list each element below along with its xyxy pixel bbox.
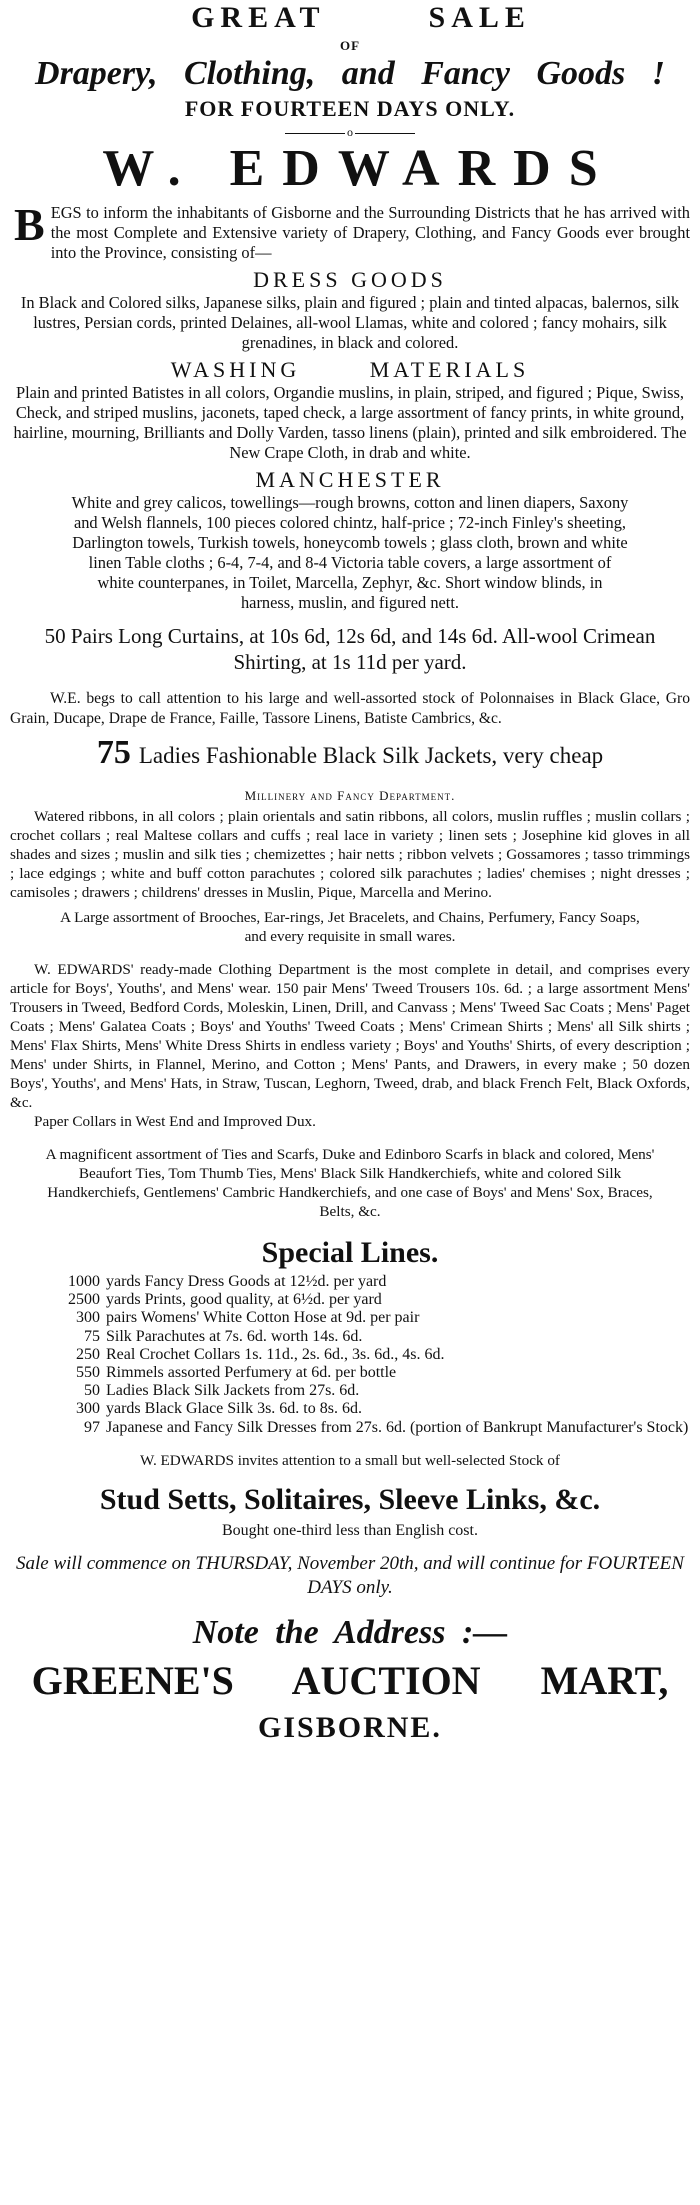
manchester-title: MANCHESTER bbox=[255, 467, 445, 492]
special-line-text: pairs Womens' White Cotton Hose at 9d. per pair bbox=[106, 1309, 420, 1327]
clothing-text: W. EDWARDS' ready-made Clothing Department is the most complete in detail, and comprises every article for Boys', Youths', and Mens' wear. 150 pair Mens' Tweed Trousers 10s. 6d. ; a large assortment Mens' Trousers in Tweed, Bedford Cords, Moleskin, Linen, Drill, and Canvass ; Mens' Tweed Sac Coats ; Mens' Paget Coats ; Mens' Galatea Coats ; Boys' and Youths' Tweed Coats ; Mens' Crimean Shirts ; Mens' all Silk shirts ; Mens' Flax Shirts, Mens' White Dress Shirts in endless variety ; Boys' and Youths' Shirts, of every description ; Mens' under Shirts, in Flannel, Merino, and Cotton ; Mens' Pants, and Drawers, in every make ; 50 dozen Boys', Youths', and Mens' Hats, in Straw, Tuscan, Leghorn, Tweed, drab, and black French Felt, Black Oxfords, &c. bbox=[10, 961, 690, 1111]
special-line-qty: 300 bbox=[76, 1309, 100, 1327]
jackets-line bbox=[10, 736, 690, 773]
special-line-text: Japanese and Fancy Silk Dresses from 27s. 6d. (portion of Bankrupt Manufacturer's Stock) bbox=[106, 1418, 689, 1436]
special-line-qty: 50 bbox=[84, 1382, 100, 1400]
special-line-item bbox=[54, 1346, 690, 1364]
special-line-qty: 300 bbox=[76, 1400, 100, 1418]
intro-paragraph bbox=[10, 199, 690, 263]
drapery-heading: Drapery, Clothing, and Fancy Goods ! bbox=[35, 55, 665, 92]
special-line-qty: 97 bbox=[84, 1418, 100, 1436]
special-line-item bbox=[54, 1328, 690, 1346]
great-sale-heading: GREAT SALE bbox=[191, 1, 531, 34]
paper-collars-text: Paper Collars in West End and Improved Dux. bbox=[34, 1113, 316, 1130]
intro-text: EGS to inform the inhabitants of Gisborne and the Surrounding Districts that he has arrived with the most Complete and Extensive variety of Drapery, Clothing, and Fancy Goods ever brought into the Province, consisting of— bbox=[50, 203, 690, 262]
special-line-text: Rimmels assorted Perfumery at 6d. per bottle bbox=[106, 1364, 397, 1382]
bought-line: Bought one-third less than English cost. bbox=[222, 1521, 478, 1539]
special-line-item bbox=[54, 1400, 690, 1418]
special-line-item bbox=[54, 1273, 690, 1291]
town-heading: GISBORNE. bbox=[258, 1710, 442, 1744]
special-line-item bbox=[54, 1309, 690, 1327]
note-address-heading: Note the Address :— bbox=[192, 1613, 508, 1651]
special-line-qty: 550 bbox=[76, 1364, 100, 1382]
special-line-text: yards Prints, good quality, at 6½d. per yard bbox=[106, 1291, 382, 1309]
of-heading: OF bbox=[339, 38, 361, 53]
special-line-text: Real Crochet Collars 1s. 11d., 2s. 6d., 3s. 6d., 4s. 6d. bbox=[106, 1345, 445, 1363]
manchester-text: White and grey calicos, towellings—rough browns, cotton and linen diapers, Saxony and Welsh flannels, 100 pieces colored chintz, half-price ; 72-inch Finley's sheeting, Darlington towels, Turkish towels, honeycomb towels ; glass cloth, brown and white linen Table cloths ; 6-4, 7-4, and 8-4 Victoria table covers, a large assortment of white counterpanes, in Toilet, Marcella, Zephyr, &c. Short window blinds, in harness, muslin, and figured nett. bbox=[71, 493, 629, 612]
special-line-qty: 250 bbox=[76, 1345, 100, 1363]
jackets-count: 75 bbox=[96, 734, 131, 771]
dress-goods-title: DRESS GOODS bbox=[253, 267, 447, 292]
auction-mart-heading: GREENE'S AUCTION MART, bbox=[31, 1657, 669, 1703]
separator bbox=[10, 125, 690, 139]
sale-commence-text: Sale will commence on THURSDAY, November 20th, and will continue for FOURTEEN DAYS only. bbox=[16, 1552, 684, 1598]
dress-goods-text: In Black and Colored silks, Japanese silks, plain and figured ; plain and tinted alpacas, balernos, silk lustres, Persian cords, printed Delaines, all-wool Llamas, white and colored ; fancy mohairs, silk grenadines, in black and colored. bbox=[20, 293, 680, 352]
washing-materials-text: Plain and printed Batistes in all colors, Organdie muslins, in plain, striped, and figured ; Pique, Swiss, Check, and striped muslins, jaconets, taped check, a large assortment of fancy prints, in white ground, hairline, mourning, Brilliants and Dolly Varden, tasso linens (plain), printed and silk embroidered. The New Crape Cloth, in drab and white. bbox=[13, 383, 687, 462]
millinery-title: Millinery and Fancy Department. bbox=[244, 788, 456, 803]
stud-setts-heading: Stud Setts, Solitaires, Sleeve Links, &c. bbox=[99, 1482, 601, 1516]
special-line-item bbox=[54, 1364, 690, 1382]
special-line-item bbox=[54, 1382, 690, 1400]
special-lines-title: Special Lines. bbox=[261, 1236, 439, 1269]
jackets-text: Ladies Fashionable Black Silk Jackets, very cheap bbox=[138, 743, 604, 768]
separator-mark: o bbox=[347, 125, 353, 139]
advertisement-page bbox=[10, 0, 690, 1746]
special-line-qty: 1000 bbox=[68, 1273, 100, 1290]
brooches-text: A Large assortment of Brooches, Ear-rings, Jet Bracelets, and Chains, Perfumery, Fancy Soaps, and every requisite in small wares. bbox=[60, 909, 640, 945]
special-line-text: Ladies Black Silk Jackets from 27s. 6d. bbox=[106, 1382, 360, 1400]
millinery-text: Watered ribbons, in all colors ; plain orientals and satin ribbons, all colors, muslin ruffles ; muslin collars ; crochet collars ; real Maltese collars and cuffs ; real lace in variety ; linen sets ; Josephine kid gloves in all shades and sizes ; muslin and silk ties ; chemizettes ; hair netts ; ribbon velvets ; Gossamores ; tasso trimmings ; lace edgings ; white and buff cotton parachutes ; colored silk parachutes ; ladies' chemises ; night dresses ; camisoles ; drawers ; childrens' dresses in Muslin, Pique, Marcella and Merino. bbox=[10, 808, 690, 901]
special-lines-list bbox=[54, 1273, 690, 1437]
polonnaises-paragraph: W.E. begs to call attention to his large and well-assorted stock of Polonnaises in Black Glace, Gro Grain, Ducape, Drape de France, Faille, Tassore Linens, Batiste Cambrics, &c. bbox=[10, 690, 690, 727]
fourteen-days-heading: FOR FOURTEEN DAYS ONLY. bbox=[184, 96, 516, 121]
special-line-item bbox=[54, 1291, 690, 1309]
merchant-name: W. EDWARDS bbox=[102, 140, 616, 197]
special-line-qty: 75 bbox=[84, 1327, 100, 1345]
special-line-text: yards Fancy Dress Goods at 12½d. per yard bbox=[106, 1273, 387, 1290]
special-line-text: yards Black Glace Silk 3s. 6d. to 8s. 6d. bbox=[106, 1400, 362, 1418]
stud-intro-text: W. EDWARDS invites attention to a small but well-selected Stock of bbox=[140, 1451, 560, 1469]
drop-cap: B bbox=[14, 199, 45, 250]
ties-text: A magnificent assortment of Ties and Scarfs, Duke and Edinboro Scarfs in black and colored, Mens' Beaufort Ties, Tom Thumb Ties, Mens' Black Silk Handkerchiefs, white and colored Silk Handkerchiefs, Gentlemens' Cambric Handkerchiefs, and one case of Boys' and Mens' Sox, Braces, Belts, &c. bbox=[45, 1146, 655, 1220]
special-line-item bbox=[54, 1419, 690, 1437]
washing-materials-title: WASHING MATERIALS bbox=[170, 357, 530, 382]
special-line-qty: 2500 bbox=[68, 1291, 100, 1309]
curtains-line: 50 Pairs Long Curtains, at 10s 6d, 12s 6d, and 14s 6d. All-wool Crimean Shirting, at 1s 11d per yard. bbox=[44, 624, 656, 674]
special-line-text: Silk Parachutes at 7s. 6d. worth 14s. 6d. bbox=[106, 1327, 363, 1345]
